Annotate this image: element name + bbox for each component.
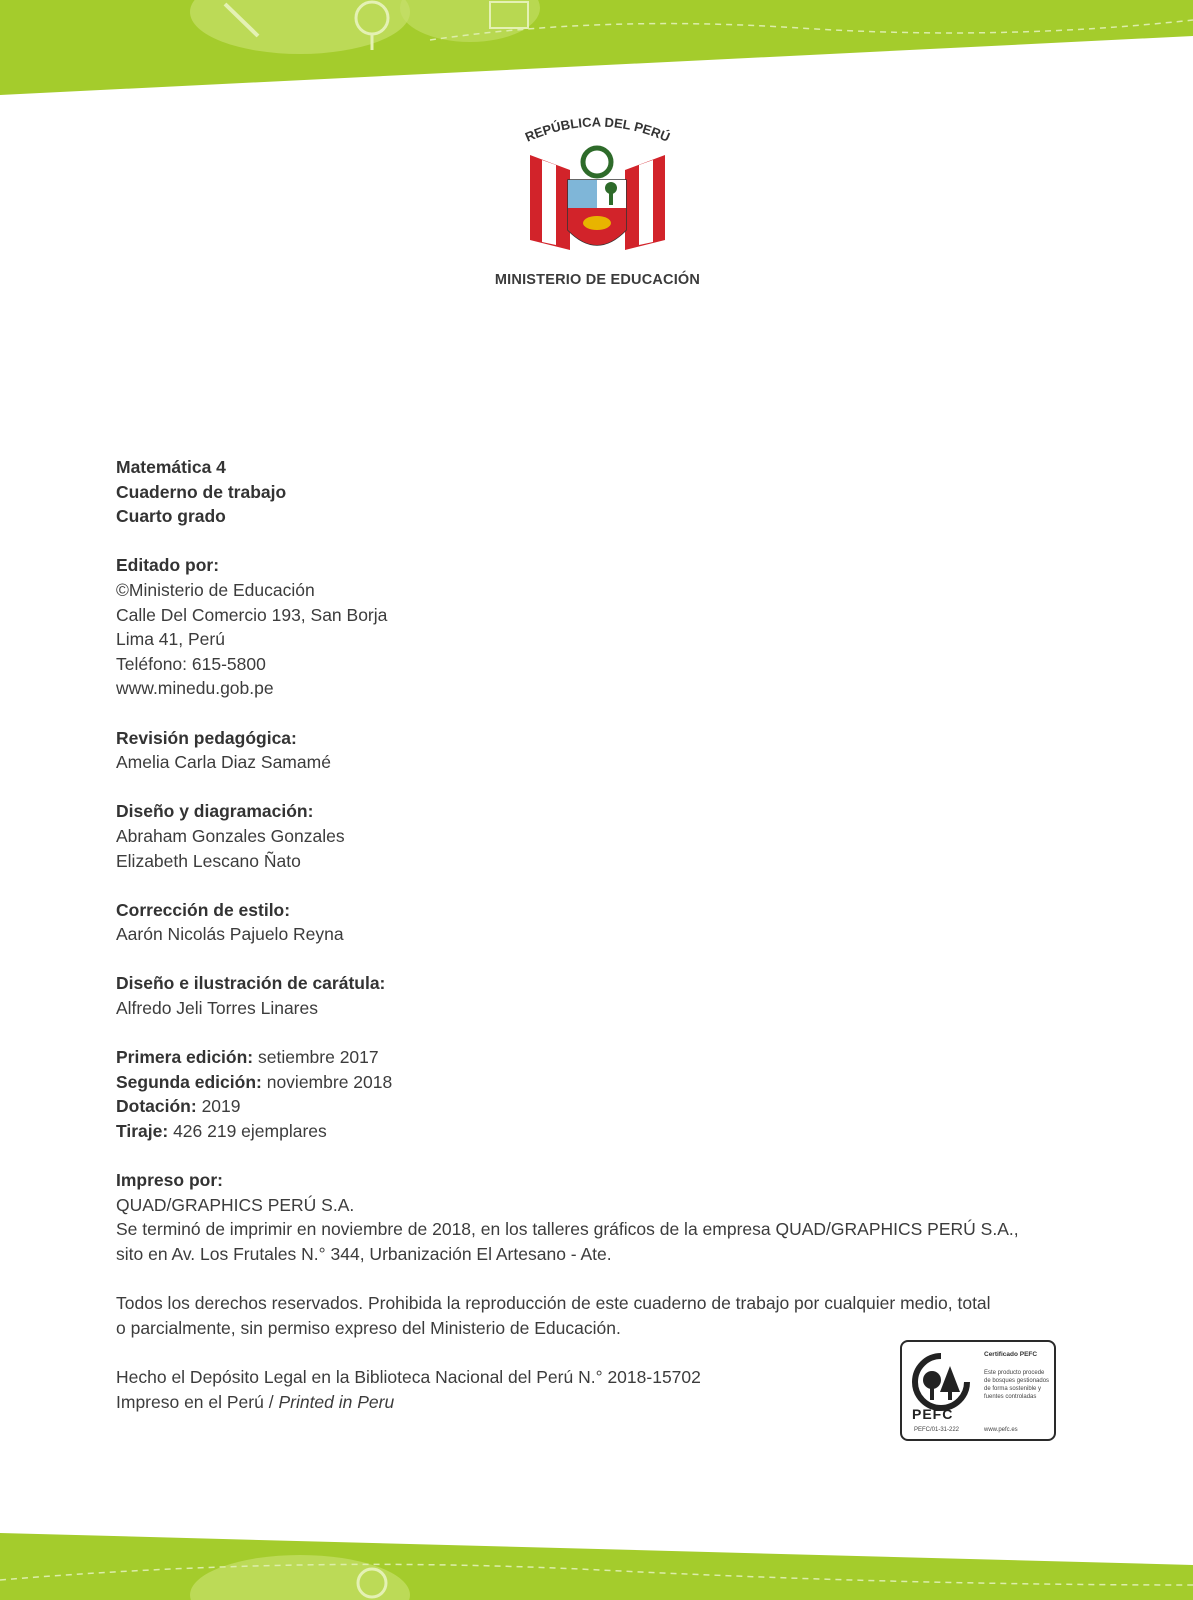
printer-note-2: sito en Av. Los Frutales N.° 344, Urbanización El Artesano - Ate. [116, 1244, 612, 1264]
printed-in-en: Printed in Peru [278, 1391, 395, 1412]
cover-section [116, 971, 1076, 1020]
style-heading: Corrección de estilo: [116, 899, 291, 920]
printer-heading: Impreso por: [116, 1170, 223, 1191]
design-name: Elizabeth Lescano Ñato [116, 850, 301, 871]
second-edition [116, 1070, 1076, 1095]
top-decorative-band [0, 0, 1193, 95]
design-name: Abraham Gonzales Gonzales [116, 825, 345, 846]
dotation-label: Dotación: [116, 1096, 197, 1117]
book-title: Matemática 4 [116, 457, 226, 477]
editor-address-1: Calle Del Comercio 193, San Borja [116, 604, 388, 625]
first-edition-label: Primera edición: [116, 1047, 254, 1068]
peru-coat-of-arms [490, 110, 705, 295]
review-section [116, 726, 1076, 775]
printer-section [116, 1168, 1076, 1266]
book-info [116, 455, 1076, 529]
pefc-code: PEFC/01-31-222 [914, 1427, 960, 1433]
printer-name: QUAD/GRAPHICS PERÚ S.A. [116, 1194, 355, 1215]
cover-name: Alfredo Jeli Torres Linares [116, 998, 318, 1019]
printer-note-1: Se terminó de imprimir en noviembre de 2018, en los talleres gráficos de la empresa QUAD/GRAPHICS PERÚ S.A., [116, 1219, 1019, 1240]
bottom-decorative-band [0, 1525, 1193, 1600]
dotation [116, 1094, 1076, 1119]
printed-in-es: Impreso en el Perú / [116, 1391, 279, 1412]
book-subtitle: Cuaderno de trabajo [116, 481, 287, 502]
editor-website: www.minedu.gob.pe [116, 678, 274, 699]
editor-address-2: Lima 41, Perú [116, 629, 225, 650]
cover-heading: Diseño e ilustración de carátula: [116, 973, 386, 994]
seal-caption: MINISTERIO DE EDUCACIÓN [494, 272, 701, 288]
rights-line-2: o parcialmente, sin permiso expreso del Ministerio de Educación. [116, 1317, 621, 1338]
design-section [116, 799, 1076, 873]
editions-section [116, 1045, 1076, 1143]
style-section [116, 898, 1076, 947]
second-edition-label: Segunda edición: [116, 1071, 262, 1092]
pefc-word: PEFC [912, 1406, 954, 1422]
editor-heading: Editado por: [116, 555, 220, 576]
rights-line-1: Todos los derechos reservados. Prohibida la reproducción de este cuaderno de trabajo por cualquier medio, total [116, 1293, 991, 1314]
first-edition [116, 1045, 1076, 1070]
design-heading: Diseño y diagramación: [116, 801, 314, 822]
print-run-label: Tiraje: [116, 1121, 169, 1142]
editor-phone: Teléfono: 615-5800 [116, 653, 266, 674]
print-run [116, 1119, 1076, 1144]
editor-org: ©Ministerio de Educación [116, 579, 315, 600]
book-grade: Cuarto grado [116, 506, 226, 527]
credits-content [116, 455, 1076, 1439]
second-edition-value: noviembre 2018 [261, 1071, 393, 1092]
pefc-description: Este producto procede de bosques gestionados de forma sostenible y fuentes controladas [984, 1370, 1050, 1400]
pefc-certification-badge [900, 1340, 1056, 1441]
style-name: Aarón Nicolás Pajuelo Reyna [116, 924, 344, 945]
print-run-value: 426 219 ejemplares [168, 1121, 327, 1142]
review-heading: Revisión pedagógica: [116, 727, 297, 748]
pefc-website: www.pefc.es [984, 1427, 1018, 1433]
dotation-value: 2019 [196, 1096, 241, 1117]
rights-section [116, 1291, 1076, 1340]
legal-deposit: Hecho el Depósito Legal en la Biblioteca Nacional del Perú N.° 2018-15702 [116, 1366, 701, 1387]
editor-section [116, 553, 1076, 701]
review-name: Amelia Carla Diaz Samamé [116, 752, 331, 773]
pefc-title: Certificado PEFC [984, 1351, 1038, 1358]
first-edition-value: setiembre 2017 [253, 1047, 379, 1068]
seal-arc-text: REPÚBLICA DEL PERÚ [522, 114, 673, 145]
